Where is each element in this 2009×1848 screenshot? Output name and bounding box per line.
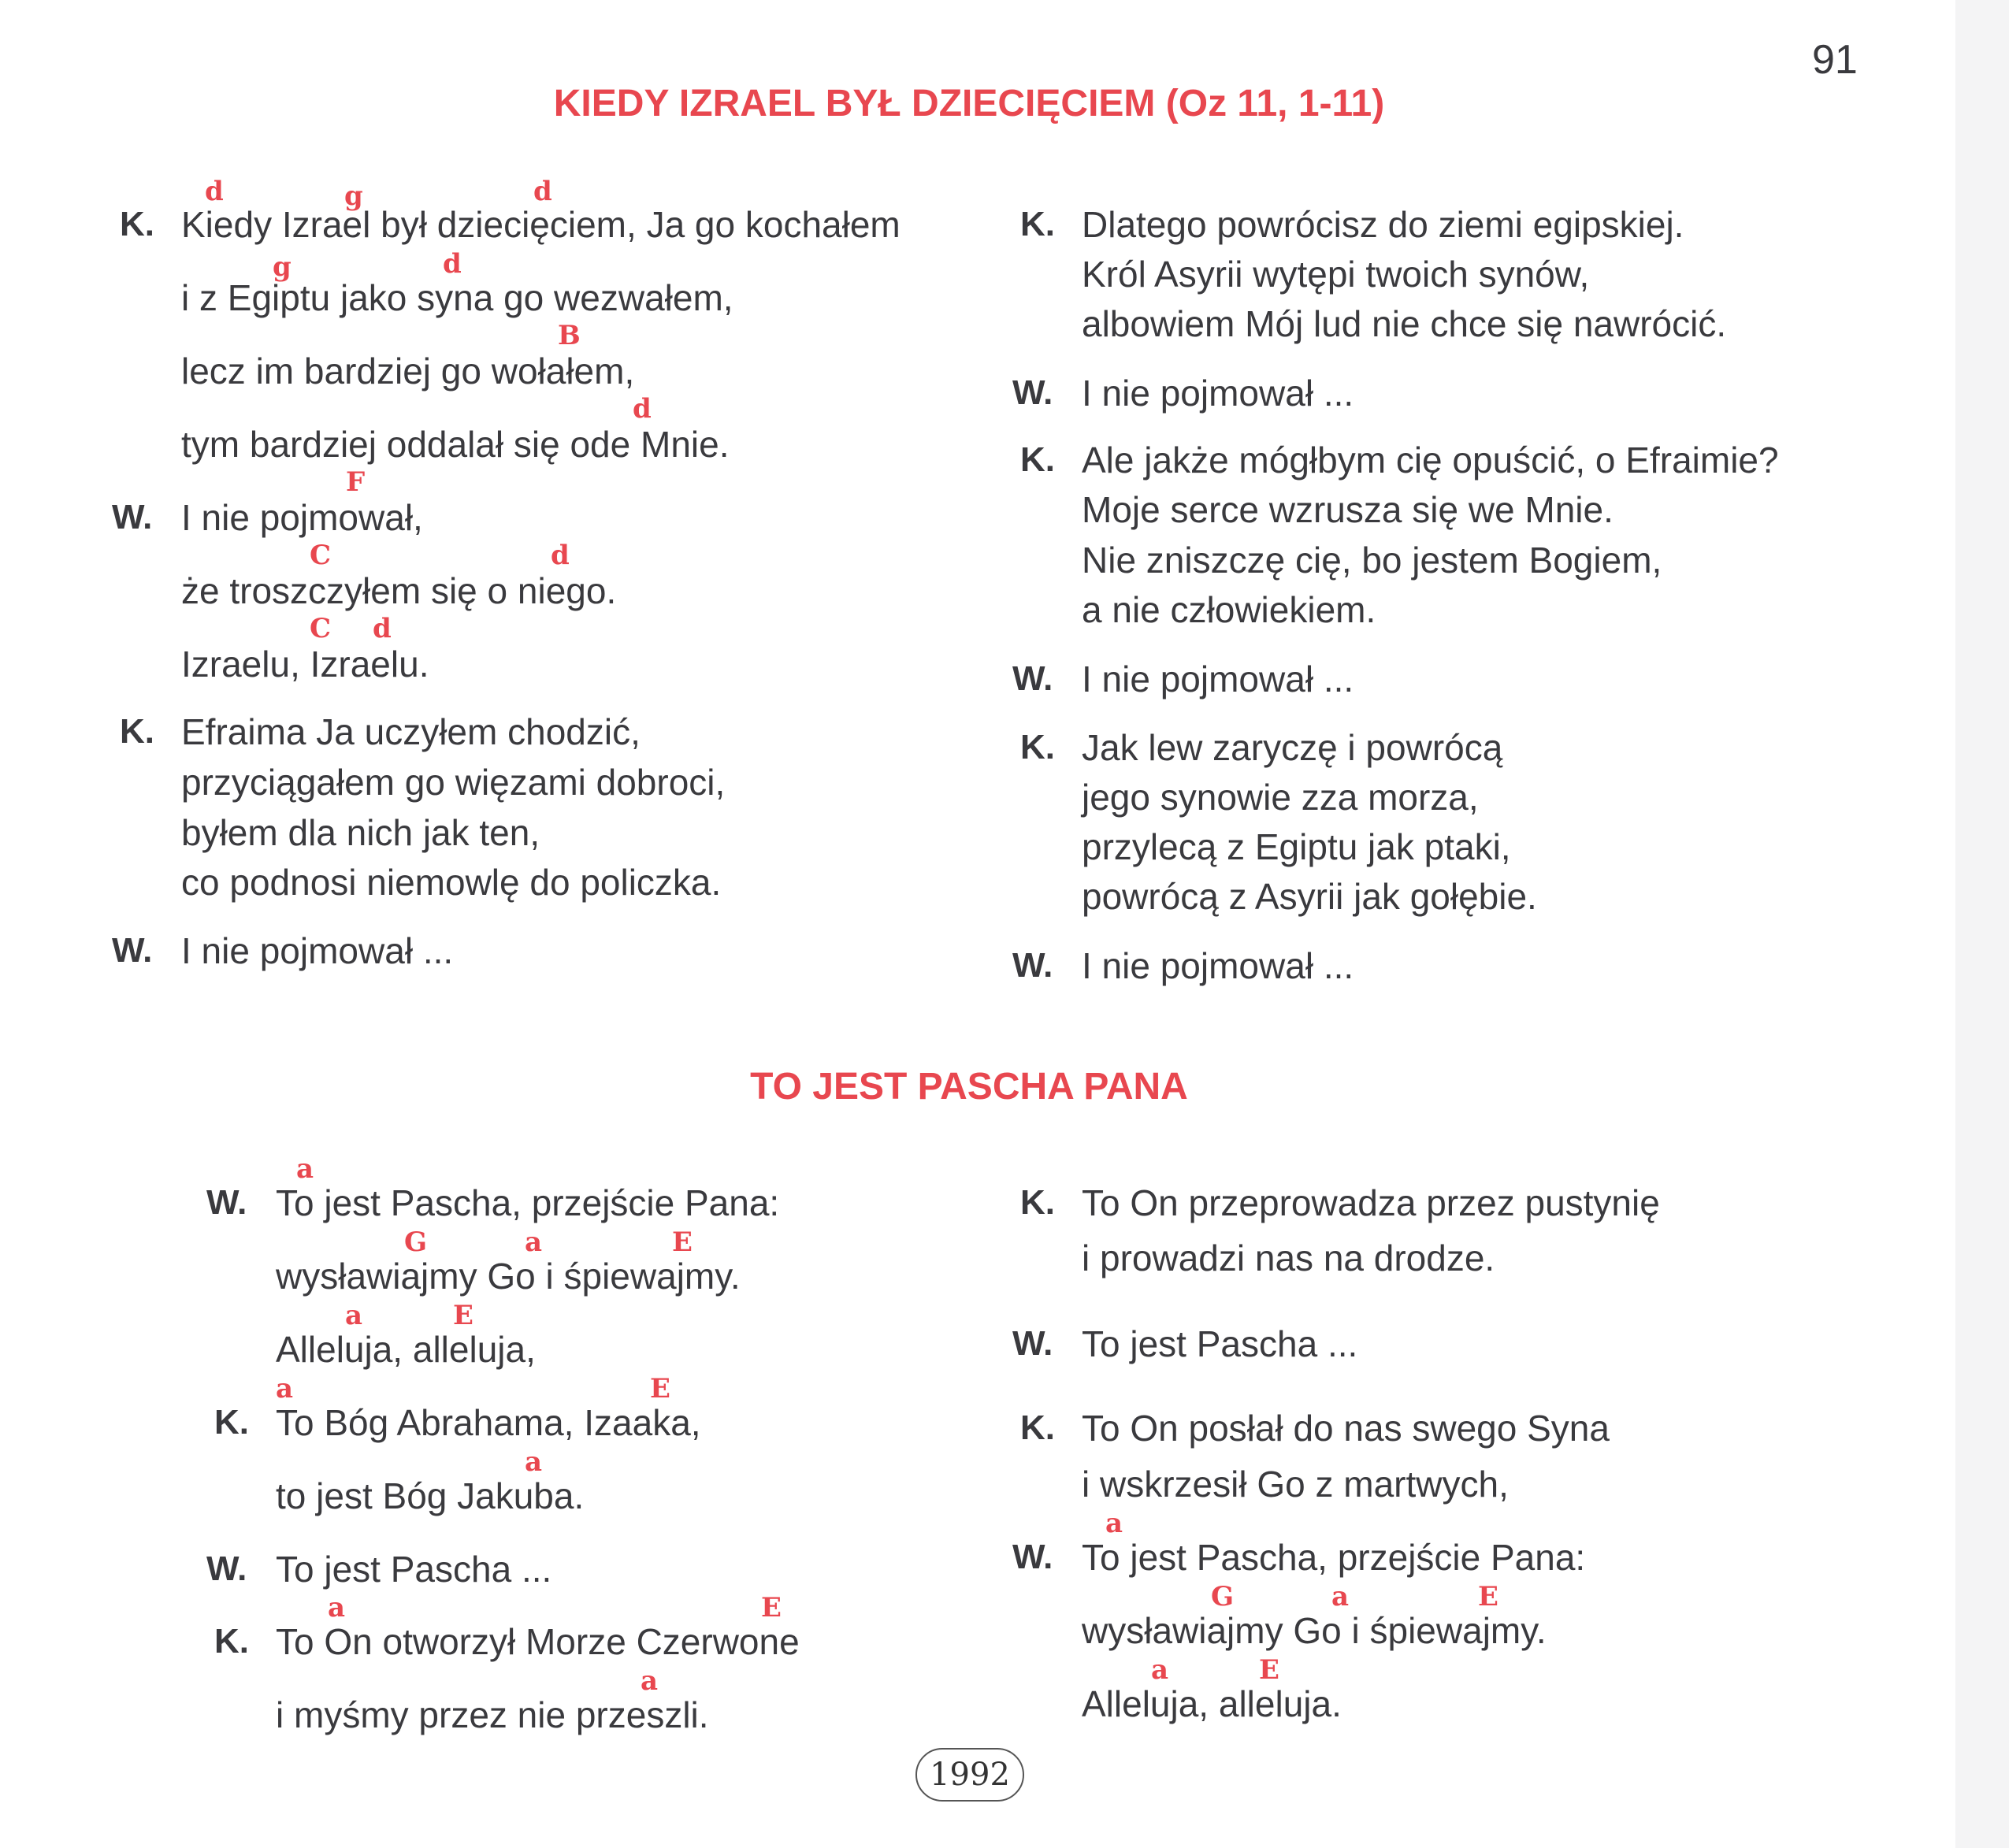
stanza-tag: K.: [1020, 728, 1055, 766]
lyric-line: a nie człowiekiem.: [1082, 589, 1376, 630]
stanza-tag: K.: [1020, 1183, 1055, 1222]
lyric-line: To jest Pascha ...: [1082, 1323, 1358, 1364]
year-badge: 1992: [915, 1748, 1024, 1802]
lyric-line: I nie pojmował ...: [181, 930, 454, 971]
stanza-tag: K.: [214, 1622, 249, 1661]
chord: a: [1105, 1508, 1123, 1539]
chord: a: [276, 1373, 294, 1405]
lyric-line: To On posłał do nas swego Syna: [1082, 1408, 1610, 1449]
lyric-line: jego synowie zza morza,: [1082, 777, 1479, 818]
lyric-line: I nie pojmował ...: [1082, 945, 1354, 986]
stanza-tag: W.: [1012, 1538, 1053, 1576]
lyric-line: I nie pojmował ...: [1082, 659, 1354, 699]
lyric-line: I nie pojmował ...: [1082, 373, 1354, 414]
chord: d: [533, 176, 552, 207]
lyric-line: To Bóg Abrahama, Izaaka,: [276, 1402, 701, 1443]
page-number: 91: [1812, 37, 1858, 83]
stanza-tag: K.: [1020, 205, 1055, 243]
lyric-line: To On przeprowadza przez pustynię: [1082, 1182, 1660, 1223]
chord: a: [525, 1446, 543, 1478]
stanza-tag: W.: [1012, 373, 1053, 412]
lyric-line: To jest Pascha ...: [276, 1549, 552, 1590]
lyric-line: to jest Bóg Jakuba.: [276, 1475, 585, 1516]
lyric-line: albowiem Mój lud nie chce się nawrócić.: [1082, 303, 1727, 344]
lyric-line: tym bardziej oddalał się ode Mnie.: [181, 424, 730, 465]
chord: E: [1478, 1581, 1498, 1612]
chord: E: [672, 1226, 693, 1258]
lyric-line: Dlatego powrócisz do ziemi egipskiej.: [1082, 204, 1684, 245]
stanza-tag: W.: [112, 931, 153, 970]
chord: E: [453, 1300, 473, 1331]
lyric-line: wysławiajmy Go i śpiewajmy.: [276, 1256, 741, 1297]
lyric-line: To On otworzył Morze Czerwone: [276, 1621, 800, 1662]
chord: E: [650, 1373, 670, 1405]
lyric-line: i prowadzi nas na drodze.: [1082, 1238, 1495, 1278]
lyric-line: że troszczyłem się o niego.: [181, 570, 617, 611]
chord: a: [525, 1226, 543, 1258]
chord: d: [443, 248, 462, 280]
chord: d: [633, 393, 652, 425]
stanza-tag: W.: [1012, 1324, 1053, 1363]
lyric-line: i wskrzesił Go z martwych,: [1082, 1464, 1509, 1505]
stanza-tag: K.: [214, 1403, 249, 1442]
lyric-line: byłem dla nich jak ten,: [181, 812, 540, 853]
lyric-line: co podnosi niemowlę do policzka.: [181, 862, 722, 903]
lyric-line: Alleluja, alleluja,: [276, 1329, 536, 1370]
lyric-line: Efraima Ja uczyłem chodzić,: [181, 711, 641, 752]
lyric-line: Król Asyrii wytępi twoich synów,: [1082, 254, 1590, 295]
lyric-line: I nie pojmował,: [181, 497, 423, 538]
chord: E: [761, 1592, 782, 1623]
stanza-tag: K.: [1020, 440, 1055, 479]
chord: G: [404, 1226, 428, 1258]
stanza-tag: K.: [120, 205, 154, 243]
lyric-line: i z Egiptu jako syna go wezwałem,: [181, 277, 733, 318]
chord: a: [1151, 1654, 1169, 1686]
lyric-line: wysławiajmy Go i śpiewajmy.: [1082, 1610, 1547, 1651]
lyric-line: Izraelu, Izraelu.: [181, 644, 429, 685]
stanza-tag: K.: [120, 712, 154, 751]
chord: C: [310, 540, 332, 571]
chord: a: [345, 1300, 363, 1331]
chord: d: [205, 176, 224, 207]
stanza-tag: W.: [1012, 659, 1053, 698]
lyric-line: Nie zniszczę cię, bo jestem Bogiem,: [1082, 540, 1662, 581]
chord: d: [373, 613, 392, 644]
lyric-line: powrócą z Asyrii jak gołębie.: [1082, 876, 1537, 917]
lyric-line: Ale jakże mógłbym cię opuścić, o Efraimie?: [1082, 440, 1779, 481]
lyric-line: Moje serce wzrusza się we Mnie.: [1082, 489, 1614, 530]
chord: d: [551, 540, 570, 571]
stanza-tag: W.: [112, 498, 153, 536]
chord: G: [1211, 1581, 1235, 1612]
stanza-tag: W.: [1012, 946, 1053, 985]
chord: E: [1259, 1654, 1279, 1686]
song-title-kiedy-izrael: KIEDY IZRAEL BYŁ DZIECIĘCIEM (Oz 11, 1-11): [553, 83, 1385, 124]
lyric-line: przylecą z Egiptu jak ptaki,: [1082, 826, 1511, 867]
lyric-line: przyciągałem go więzami dobroci,: [181, 762, 726, 803]
stanza-tag: K.: [1020, 1408, 1055, 1447]
stanza-tag: W.: [206, 1183, 247, 1222]
lyric-line: i myśmy przez nie przeszli.: [276, 1694, 709, 1735]
song-title-to-jest-pascha: TO JEST PASCHA PANA: [750, 1066, 1188, 1108]
lyric-line: Kiedy Izrael był dziecięciem, Ja go kochałem: [181, 204, 901, 245]
lyric-line: Alleluja, alleluja.: [1082, 1683, 1342, 1724]
chord: a: [328, 1592, 346, 1623]
chord: a: [1331, 1581, 1350, 1612]
lyric-line: To jest Pascha, przejście Pana:: [276, 1182, 780, 1223]
chord: F: [346, 466, 366, 498]
lyric-line: lecz im bardziej go wołałem,: [181, 351, 635, 391]
stanza-tag: W.: [206, 1549, 247, 1588]
lyric-line: To jest Pascha, przejście Pana:: [1082, 1537, 1586, 1578]
chord: g: [344, 180, 363, 212]
page-edge-shadow: [1955, 0, 2009, 1848]
chord: g: [273, 251, 292, 283]
chord: B: [558, 320, 581, 351]
lyric-line: Jak lew zaryczę i powrócą: [1082, 727, 1503, 768]
chord: a: [296, 1153, 314, 1185]
chord: a: [641, 1665, 659, 1697]
chord: C: [310, 613, 332, 644]
